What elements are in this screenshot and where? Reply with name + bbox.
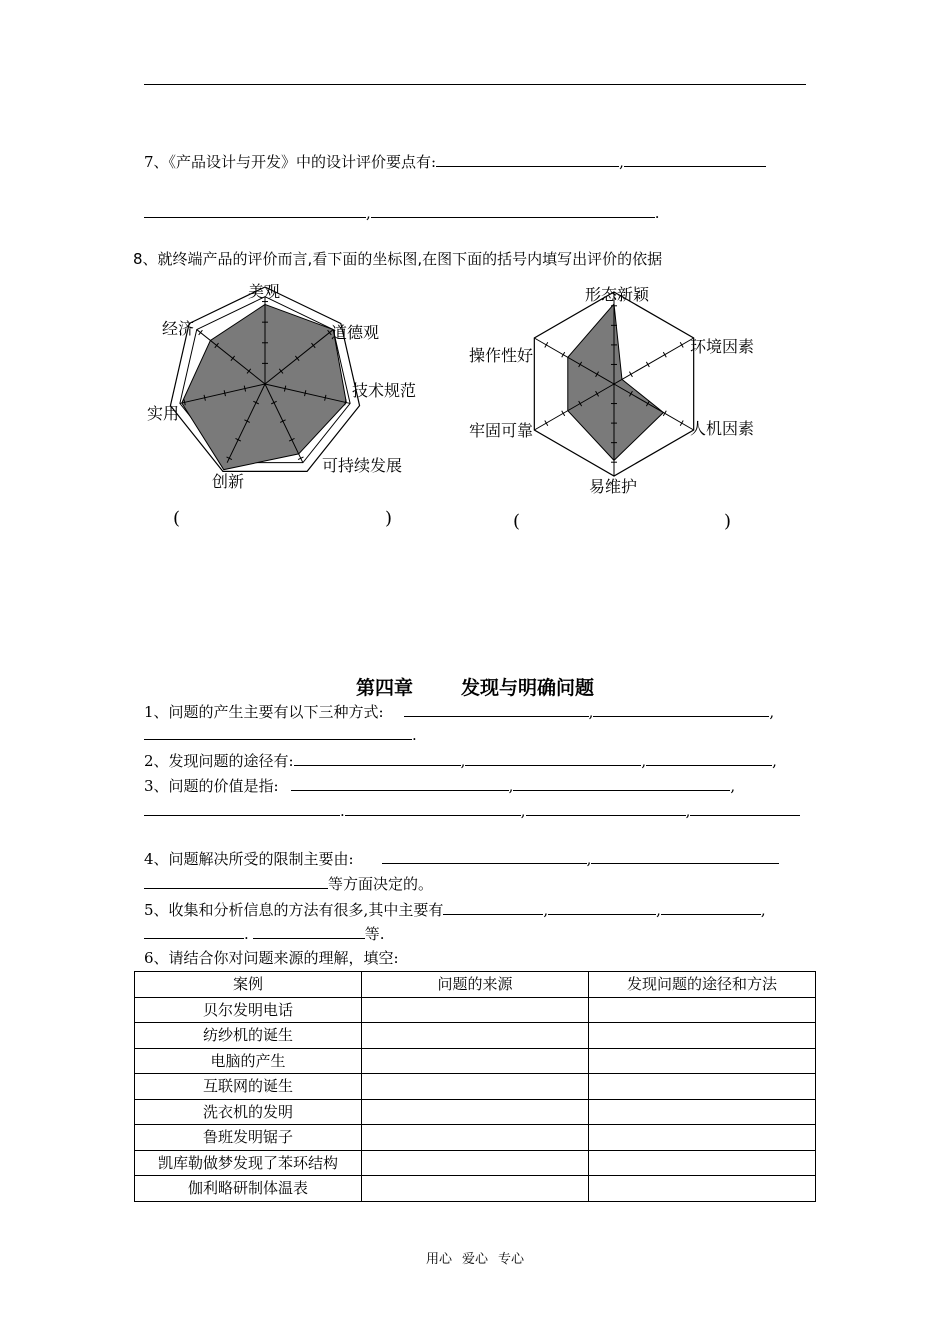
question-text: 3、问题的价值是指:: [144, 777, 279, 795]
separator: ,: [619, 153, 624, 171]
method-cell[interactable]: [589, 1023, 816, 1049]
radar-label: 创新: [212, 472, 245, 491]
page-footer: [0, 1248, 950, 1267]
radar-tick: [680, 342, 683, 347]
table-row: [135, 1125, 816, 1151]
question-text: 4、问题解决所受的限制主要由:: [144, 850, 354, 868]
answer-blank[interactable]: [253, 924, 365, 939]
question-text: 2、发现问题的途径有:: [144, 752, 294, 770]
radar-label: 人机因素: [690, 419, 755, 438]
case-cell: 洗衣机的发明: [135, 1099, 362, 1125]
separator: .: [244, 925, 249, 943]
chapter-question-5: [144, 900, 766, 920]
source-cell[interactable]: [362, 1099, 589, 1125]
source-cell[interactable]: [362, 1074, 589, 1100]
separator: ,: [730, 777, 736, 795]
separator: ,: [366, 204, 371, 222]
paren-close: ): [385, 508, 393, 529]
radar-tick: [629, 372, 632, 377]
separator: ,: [641, 752, 647, 770]
source-cell[interactable]: [362, 1125, 589, 1151]
paren-open: (: [513, 511, 521, 532]
table-row: [135, 1023, 816, 1049]
chapter-question-3-cont: [144, 801, 800, 821]
separator: ,: [586, 850, 592, 868]
answer-blank[interactable]: [646, 751, 772, 766]
separator: ,: [685, 802, 691, 820]
question-text: 1、问题的产生主要有以下三种方式:: [144, 703, 384, 721]
question-7-text: 7、《产品设计与开发》中的设计评价要点有:: [144, 153, 437, 171]
chapter-question-2: [144, 751, 777, 771]
case-cell: 凯库勒做梦发现了苯环结构: [135, 1150, 362, 1176]
radar-data-area: [568, 304, 664, 460]
chapter-question-1: [144, 702, 774, 722]
answer-blank[interactable]: [404, 702, 589, 717]
source-cell[interactable]: [362, 1176, 589, 1202]
footer-word: 专心: [498, 1252, 525, 1267]
radar-label: 技术规范: [352, 381, 417, 400]
answer-blank[interactable]: [382, 849, 587, 864]
table-header: 案例: [135, 972, 362, 998]
separator: ,: [460, 752, 466, 770]
radar-label: 操作性好: [469, 346, 534, 365]
case-cell: 互联网的诞生: [135, 1074, 362, 1100]
question-text: 5、收集和分析信息的方法有很多,其中主要有: [144, 901, 444, 919]
separator: .: [340, 802, 345, 820]
answer-blank[interactable]: [144, 725, 412, 740]
radar-label: 形态新颖: [585, 285, 650, 304]
answer-blank[interactable]: [294, 751, 461, 766]
radar-tick: [545, 342, 548, 347]
paren-close: ): [724, 511, 732, 532]
case-cell: 贝尔发明电话: [135, 997, 362, 1023]
separator: ,: [543, 901, 549, 919]
answer-blank[interactable]: [548, 900, 656, 915]
answer-blank[interactable]: [526, 801, 686, 816]
table-header-row: [135, 972, 816, 998]
method-cell[interactable]: [589, 1176, 816, 1202]
chapter-title: [0, 673, 950, 700]
case-cell: 伽利略研制体温表: [135, 1176, 362, 1202]
radar-tick: [562, 411, 565, 416]
footer-word: 用心: [425, 1252, 452, 1267]
table-row: [135, 1176, 816, 1202]
question-tail: 等.: [364, 925, 385, 943]
separator: ,: [520, 802, 526, 820]
answer-blank[interactable]: [465, 751, 641, 766]
case-table: [134, 971, 816, 1202]
answer-blank[interactable]: [291, 776, 509, 791]
source-cell[interactable]: [362, 1150, 589, 1176]
separator: .: [654, 204, 660, 222]
question-tail: 等方面决定的。: [328, 875, 434, 893]
radar-chart-left: [0, 0, 950, 560]
radar-tick: [646, 362, 649, 367]
radar-label: 美观: [248, 282, 281, 301]
table-row: [135, 997, 816, 1023]
separator: ,: [656, 901, 661, 919]
answer-blank[interactable]: [661, 900, 761, 915]
separator: ,: [760, 901, 766, 919]
chapter-question-4-cont: [144, 874, 433, 894]
table-header: 发现问题的途径和方法: [589, 972, 816, 998]
answer-blank[interactable]: [144, 924, 244, 939]
case-cell: 纺纱机的诞生: [135, 1023, 362, 1049]
table-row: [135, 1074, 816, 1100]
radar-tick: [545, 421, 548, 426]
radar-label: 可持续发展: [322, 456, 403, 475]
method-cell[interactable]: [589, 1074, 816, 1100]
radar-tick: [562, 352, 565, 357]
chapter-number: 第四章: [355, 677, 413, 699]
radar-label: 经济: [162, 319, 195, 338]
source-cell[interactable]: [362, 997, 589, 1023]
footer-word: 爱心: [461, 1252, 488, 1267]
answer-blank[interactable]: [593, 702, 769, 717]
table-header: 问题的来源: [362, 972, 589, 998]
chapter-question-3: [144, 776, 735, 796]
radar-label: 实用: [147, 404, 180, 423]
method-cell[interactable]: [589, 1099, 816, 1125]
method-cell[interactable]: [589, 1048, 816, 1074]
table-row: [135, 1150, 816, 1176]
radar-label: 道德观: [331, 323, 380, 342]
radar-tick: [680, 421, 683, 426]
chapter-question-5-cont: [144, 924, 385, 944]
separator: ,: [772, 752, 777, 770]
table-row: [135, 1048, 816, 1074]
source-cell[interactable]: [362, 1023, 589, 1049]
method-cell[interactable]: [589, 1150, 816, 1176]
radar-label: 牢固可靠: [469, 421, 534, 440]
radar-label: 环境因素: [690, 337, 755, 356]
question-8: 8、就终端产品的评价而言,看下面的坐标图,在图下面的括号内填写出评价的依据: [133, 250, 663, 268]
case-cell: 电脑的产生: [135, 1048, 362, 1074]
answer-blank[interactable]: [144, 801, 340, 816]
answer-blank[interactable]: [690, 801, 800, 816]
table-row: [135, 1099, 816, 1125]
method-cell[interactable]: [589, 997, 816, 1023]
source-cell[interactable]: [362, 1048, 589, 1074]
separator: ,: [588, 703, 594, 721]
radar-label: 易维护: [589, 477, 638, 496]
separator: .: [412, 726, 417, 744]
paren-open: (: [173, 508, 181, 529]
answer-blank[interactable]: [513, 776, 730, 791]
method-cell[interactable]: [589, 1125, 816, 1151]
chapter-question-6: 6、请结合你对问题来源的理解，填空:: [144, 949, 399, 967]
answer-blank[interactable]: [345, 801, 521, 816]
answer-blank[interactable]: [443, 900, 543, 915]
chapter-name: 发现与明确问题: [461, 677, 595, 699]
answer-blank[interactable]: [591, 849, 779, 864]
chapter-question-4: [144, 849, 779, 869]
radar-tick: [663, 352, 666, 357]
separator: ,: [769, 703, 775, 721]
answer-blank[interactable]: [144, 874, 328, 889]
case-cell: 鲁班发明锯子: [135, 1125, 362, 1151]
radar-tick: [663, 411, 666, 416]
separator: ,: [508, 777, 514, 795]
chapter-question-1-cont: [144, 725, 417, 745]
